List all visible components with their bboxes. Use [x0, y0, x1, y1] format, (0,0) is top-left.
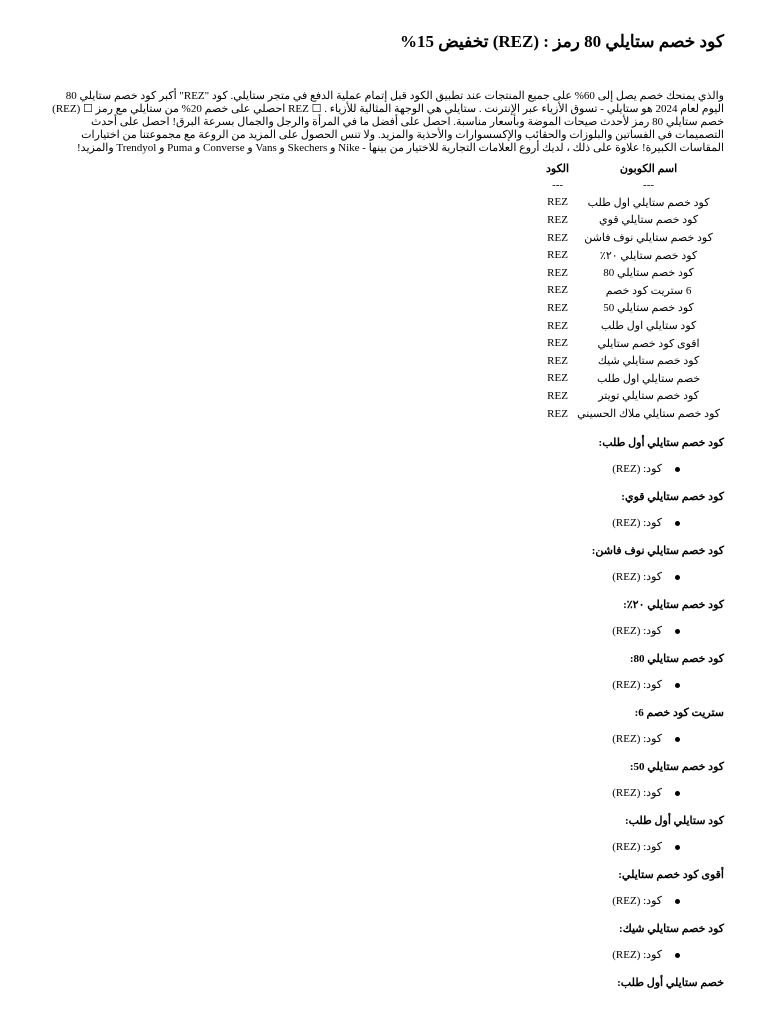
table-row — [542, 229, 724, 247]
coupon-name-cell: كود خصم ستايلي شيك — [597, 355, 700, 368]
coupon-code-cell: REZ — [547, 249, 568, 262]
code-list — [44, 462, 724, 476]
table-row — [542, 352, 724, 370]
code-list — [44, 570, 724, 584]
table-row — [542, 370, 724, 388]
separator-cell: --- — [643, 178, 655, 191]
coupon-code-cell: REZ — [547, 196, 568, 209]
coupon-name-cell: كود خصم ستايلي تويتر — [598, 390, 699, 403]
list-item: كود: (REZ) — [44, 462, 680, 476]
coupon-name-cell: كود خصم ستايلي ملاك الحسيني — [577, 408, 720, 421]
code-list — [44, 840, 724, 854]
coupon-name-cell: كود خصم ستايلي اول طلب — [587, 196, 710, 209]
code-list — [44, 678, 724, 692]
coupon-code-cell: REZ — [547, 231, 568, 244]
table-row — [542, 299, 724, 317]
separator-cell: --- — [552, 178, 564, 191]
coupon-section — [44, 704, 724, 746]
coupon-code-cell: REZ — [547, 213, 568, 226]
intro-paragraph: والذي يمنحك خصم يصل إلى 60% على جميع المنتجات عند تطبيق الكود قبل إتمام عملية الدفع في متجر ستايلي. كود "REZ" أكبر كود خصم ستايلي 80 اليوم لعام 2024 هو ستايلي - تسوق الأزياء عبر الإنترنت . ستايلي هي الوجهة المثالية للأزياء . ☐ REZ احصلي على خصم 20% من ستايلي مع رمز ☐ (REZ) خصم ستايلي 80 رمز لأحدث صيحات الموضة وبأسعار مناسبة. احصل على أفضل ما في المرأة والرجل والجمال بسرعة البرق! احصل على أحدث التصميمات في الفساتين والبلوزات والحقائب والإكسسوارات والأحذية والمزيد. ولا تنس الحصول على المزيد من الروعة مع مجموعتنا من اختيارات المقاسات الكبيرة! علاوة على ذلك ، لديك أروع العلامات التجارية للاختيار من بينها - Nike و Skechers و Vans و Converse و Puma و Trendyol والمزيد! — [52, 90, 724, 154]
coupon-name-cell: كود ستايلي اول طلب — [600, 320, 697, 333]
list-item: كود: (REZ) — [44, 948, 680, 962]
coupon-code-cell: REZ — [547, 301, 568, 314]
coupon-name-cell: كود خصم ستايلي ٢٠٪ — [599, 249, 698, 262]
coupon-code-cell: REZ — [547, 319, 568, 332]
coupon-section — [44, 974, 724, 992]
section-heading: كود خصم ستايلي 50: — [629, 761, 724, 774]
table-row — [542, 387, 724, 405]
coupon-section — [44, 812, 724, 854]
coupon-code-cell: REZ — [547, 266, 568, 279]
coupon-section — [44, 434, 724, 476]
list-item: كود: (REZ) — [44, 678, 680, 692]
column-header-coupon-name: اسم الكوبون — [619, 163, 678, 175]
code-list — [44, 948, 724, 962]
coupon-section — [44, 758, 724, 800]
table-body — [542, 176, 724, 422]
code-list — [44, 894, 724, 908]
table-row — [542, 194, 724, 212]
coupon-code-cell: REZ — [547, 372, 568, 385]
list-item: كود: (REZ) — [44, 786, 680, 800]
list-item: كود: (REZ) — [44, 516, 680, 530]
section-heading: كود خصم ستايلي قوي: — [621, 491, 724, 504]
page-title: كود خصم ستايلي 80 رمز : (REZ) تخفيض 15% — [399, 32, 724, 51]
section-heading: ستريت كود خصم 6: — [634, 707, 724, 720]
list-item: كود: (REZ) — [44, 570, 680, 584]
coupon-table — [542, 161, 724, 422]
table-header-row — [542, 161, 724, 176]
coupon-code-cell: REZ — [547, 354, 568, 367]
list-item: كود: (REZ) — [44, 732, 680, 746]
coupon-name-cell: اقوى كود خصم ستايلي — [597, 337, 700, 350]
section-heading: كود خصم ستايلي شيك: — [619, 923, 724, 936]
coupon-section — [44, 488, 724, 530]
coupon-name-cell: كود خصم ستايلي قوي — [599, 214, 699, 227]
coupon-code-cell: REZ — [547, 337, 568, 350]
code-list — [44, 786, 724, 800]
coupon-sections — [44, 434, 724, 992]
coupon-section — [44, 866, 724, 908]
section-heading: كود خصم ستايلي ٢٠٪: — [623, 599, 724, 612]
section-heading: كود ستايلي أول طلب: — [624, 815, 724, 828]
table-row — [542, 282, 724, 300]
list-item: كود: (REZ) — [44, 894, 680, 908]
coupon-section — [44, 650, 724, 692]
coupon-name-cell: كود خصم ستايلي 50 — [603, 302, 694, 315]
section-heading: كود خصم ستايلي نوف فاشن: — [591, 545, 724, 558]
coupon-section — [44, 920, 724, 962]
list-item: كود: (REZ) — [44, 840, 680, 854]
table-row — [542, 405, 724, 423]
coupon-name-cell: خصم ستايلي اول طلب — [596, 372, 701, 385]
table-row — [542, 317, 724, 335]
code-list — [44, 516, 724, 530]
coupon-code-cell: REZ — [547, 389, 568, 402]
coupon-code-cell: REZ — [547, 407, 568, 420]
coupon-name-cell: كود خصم ستايلي نوف فاشن — [584, 232, 713, 245]
code-list — [44, 732, 724, 746]
table-row — [542, 211, 724, 229]
coupon-name-cell: 6 ستريت كود خصم — [605, 284, 692, 297]
table-row — [542, 246, 724, 264]
table-separator-row — [542, 176, 724, 194]
section-heading: أقوى كود خصم ستايلي: — [618, 869, 724, 882]
column-header-code: الكود — [546, 163, 570, 175]
coupon-section — [44, 596, 724, 638]
coupon-name-cell: كود خصم ستايلي 80 — [603, 267, 694, 280]
section-heading: كود خصم ستايلي أول طلب: — [598, 437, 724, 450]
coupon-section — [44, 542, 724, 584]
coupon-code-cell: REZ — [547, 284, 568, 297]
list-item: كود: (REZ) — [44, 624, 680, 638]
section-heading: كود خصم ستايلي 80: — [629, 653, 724, 666]
section-heading: خصم ستايلي أول طلب: — [617, 977, 724, 990]
code-list — [44, 624, 724, 638]
table-row — [542, 264, 724, 282]
table-row — [542, 334, 724, 352]
